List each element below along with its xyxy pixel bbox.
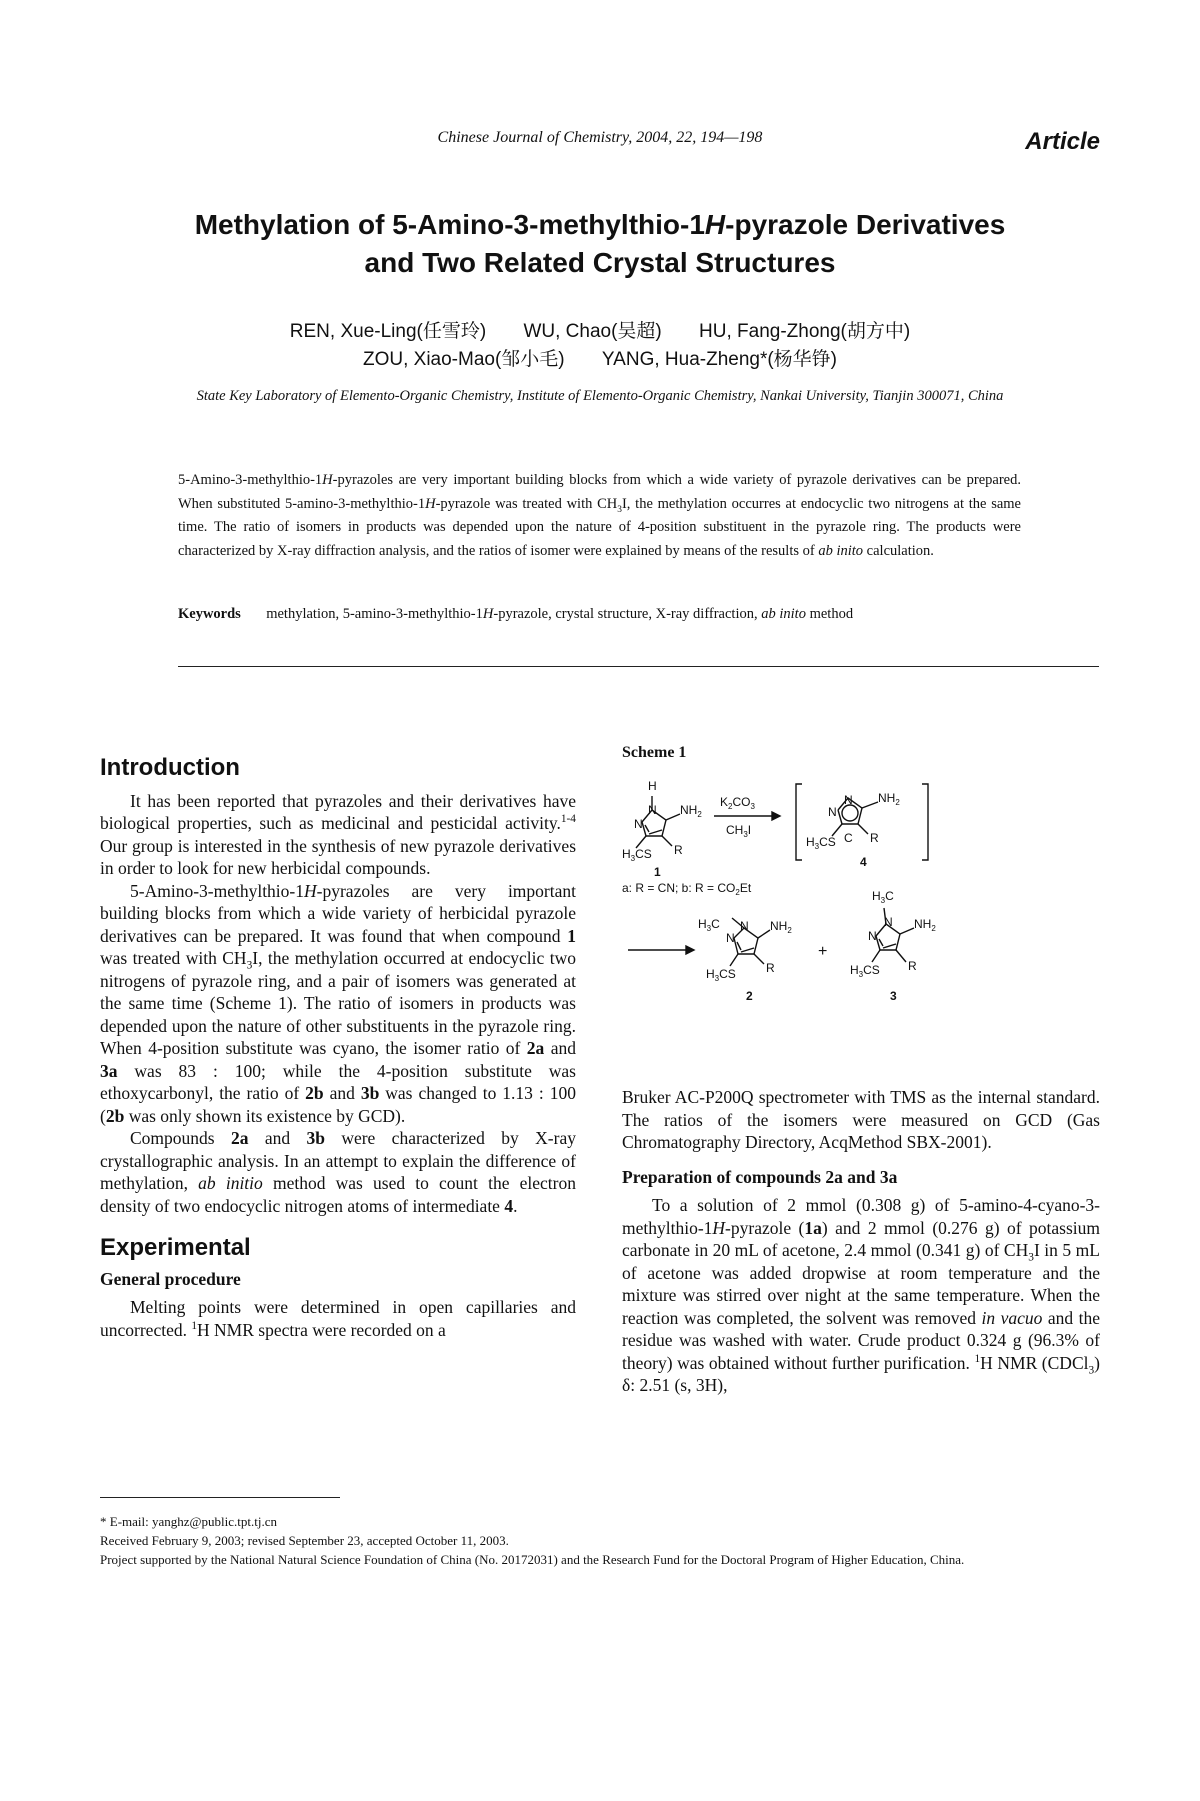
intro-paragraph-2: 5-Amino-3-methylthio-1H-pyrazoles are very important building blocks from which a wide variety of herbicidal pyrazole derivatives can be prepared. It was found that when compound 1 was treated with $CH_3I$, the methylation occurred at endocyclic two nitrogens of pyrazole ring, and a pair of isomers was generated at the same time (Scheme 1). The ratio of isomers in products was depended upon the nature of other substituents in the pyrazole ring. When 4-position substitute was cyano, the isomer ratio of 2a and 3a was 83 : 100; while the 4-position substitute was ethoxycarbonyl, the ratio of 2b and 3b was changed to 1.13 : 100 (2b was only shown its existence by GCD). [100,880,576,1126]
svg-text:H3CS: $H_3CS$ [806,835,836,851]
experimental-paragraph-1a: Melting points were determined in open capillaries and uncorrected. $^1$H NMR spectra were recorded on a [100,1297,576,1340]
svg-text:H3C: $H_3C$ [698,917,720,933]
general-procedure-heading: General procedure [100,1268,241,1289]
footnote-received: Received February 9, 2003; revised September 23, accepted October 11, 2003. [100,1533,509,1548]
title-line-1: Methylation of 5-Amino-3-methylthio-1H-pyrazole Derivatives [194,209,1006,240]
svg-text:N: N [634,817,643,831]
svg-text:N: N [828,805,837,819]
abstract: 5-Amino-3-methylthio-1H-pyrazoles are very important building blocks from which a wide variety of pyrazole derivatives can be prepared. When substituted 5-amino-3-methylthio-1H-pyrazole was treated with $CH_3I$, the methylation occurres at endocyclic two nitrogens at the same time. The ratio of isomers in products was depended upon the nature of 4-position substituent in the pyrazole ring. The products were characterized by X-ray diffraction analysis, and the ratios of isomer were explained by means of the results of ab inito calculation. [178,472,1021,559]
right-column [622,1086,1100,1397]
intro-paragraph-3: Compounds 2a and 3b were characterized by X-ray crystallographic analysis. In an attempt to explain the difference of methylation, ab initio method was used to count the electron density of two endocyclic nitrogen atoms of intermediate 4. [100,1128,576,1216]
author-list [0,318,1200,374]
compound-label-4: 4 [860,855,867,869]
svg-text:CH3I: $CH_3I$ [726,823,752,839]
footnote-divider [100,1497,340,1498]
author-5: YANG, Hua-Zheng*(杨华铮) [601,349,838,370]
svg-text:H: H [648,779,657,793]
experimental-paragraph-1b: Bruker AC-P200Q spectrometer with TMS as the internal standard. The ratios of the isomers were measured on GCD (Gas Chromatography Directory, AcqMethod SBX-2001). [622,1087,1100,1152]
keywords-text: methylation, 5-amino-3-methylthio-1H-pyrazole, crystal structure, X-ray diffraction, ab inito method [266,606,854,622]
svg-text:N: N [844,793,853,807]
svg-text:K2CO3: $K_2CO_3$ [720,795,755,811]
experimental-heading: Experimental [100,1234,251,1261]
svg-text:R: R [674,843,683,857]
scheme-label: Scheme 1 [622,744,687,761]
svg-text:H3CS: $H_3CS$ [850,963,880,979]
svg-text:a: R = CN; b: R = CO2Et: a: R = CN; b: $R = CO_2Et$ [622,881,752,897]
svg-text:N: N [726,931,735,945]
preparation-heading: Preparation of compounds 2a and 3a [622,1166,898,1187]
svg-text:NH2: $NH_2$ [878,791,900,807]
intro-heading: Introduction [100,754,240,781]
keywords-label: Keywords [178,606,241,622]
plus-sign: + [818,943,828,960]
title-line-2: and Two Related Crystal Structures [364,247,836,278]
svg-text:NH2: $NH_2$ [770,919,792,935]
svg-text:R: R [766,961,775,975]
journal-citation: Chinese Journal of Chemistry, 2004, 22, 194—198 [437,129,763,146]
affiliation: State Key Laboratory of Elemento-Organic Chemistry, Institute of Elemento-Organic Chemistry, Nankai University, Tianjin 300071, China [196,388,1004,404]
author-4: ZOU, Xiao-Mao(邹小毛) [362,349,565,370]
svg-text:NH2: $NH_2$ [680,803,702,819]
svg-text:N: N [740,919,749,933]
divider [178,666,1099,667]
reaction-scheme [622,770,1100,1070]
svg-text:H3CS: $H_3CS$ [706,967,736,983]
svg-text:H3C: $H_3C$ [872,889,894,905]
svg-text:N: N [884,915,893,929]
author-3: HU, Fang-Zhong(胡方中) [699,321,911,342]
intro-paragraph-1: It has been reported that pyrazoles and their derivatives have biological properties, such as medicinal and pesticidal activity.$^{1-4}$ Our group is interested in the synthesis of new pyrazole derivatives in order to look for new herbicidal compounds. [100,790,576,878]
svg-text:H3CS: $H_3CS$ [622,847,652,863]
footnote-email: * E-mail: yanghz@public.tpt.tj.cn [100,1514,277,1529]
article-type-label: Article [1025,128,1100,155]
keywords [178,603,1021,627]
svg-text:C: C [844,831,853,845]
author-2: WU, Chao(吴超) [523,321,662,342]
author-1: REN, Xue-Ling(任雪玲) [289,321,487,342]
experimental-paragraph-2: To a solution of 2 mmol (0.308 g) of 5-amino-4-cyano-3-methylthio-1H-pyrazole (1a) and 2 mmol (0.276 g) of potassium carbonate in 20 mL of acetone, 2.4 mmol (0.341 g) of $CH_3I$ in 5 mL of acetone was added dropwise at room temperature and the mixture was stirred over night at the same temperature. When the reaction was completed, the solvent was removed in vacuo and the residue was washed with water. Crude product 0.324 g (96.3% of theory) was obtained without further purification. $^1$H NMR (CDCl$_3$) δ: 2.51 (s, 3H), [622,1195,1100,1395]
compound-label-1: 1 [654,865,661,879]
svg-text:NH2: $NH_2$ [914,917,936,933]
svg-text:N: N [648,803,657,817]
left-column [100,754,576,1341]
footnotes [100,1512,1100,1569]
footnote-support: Project supported by the National Natural Science Foundation of China (No. 20172031) and the Research Fund for the Doctoral Program of Higher Education, China. [100,1552,965,1567]
compound-label-2: 2 [746,989,753,1003]
svg-text:R: R [870,831,879,845]
paper-title [0,206,1200,282]
svg-text:R: R [908,959,917,973]
compound-label-3: 3 [890,989,897,1003]
svg-text:N: N [868,929,877,943]
